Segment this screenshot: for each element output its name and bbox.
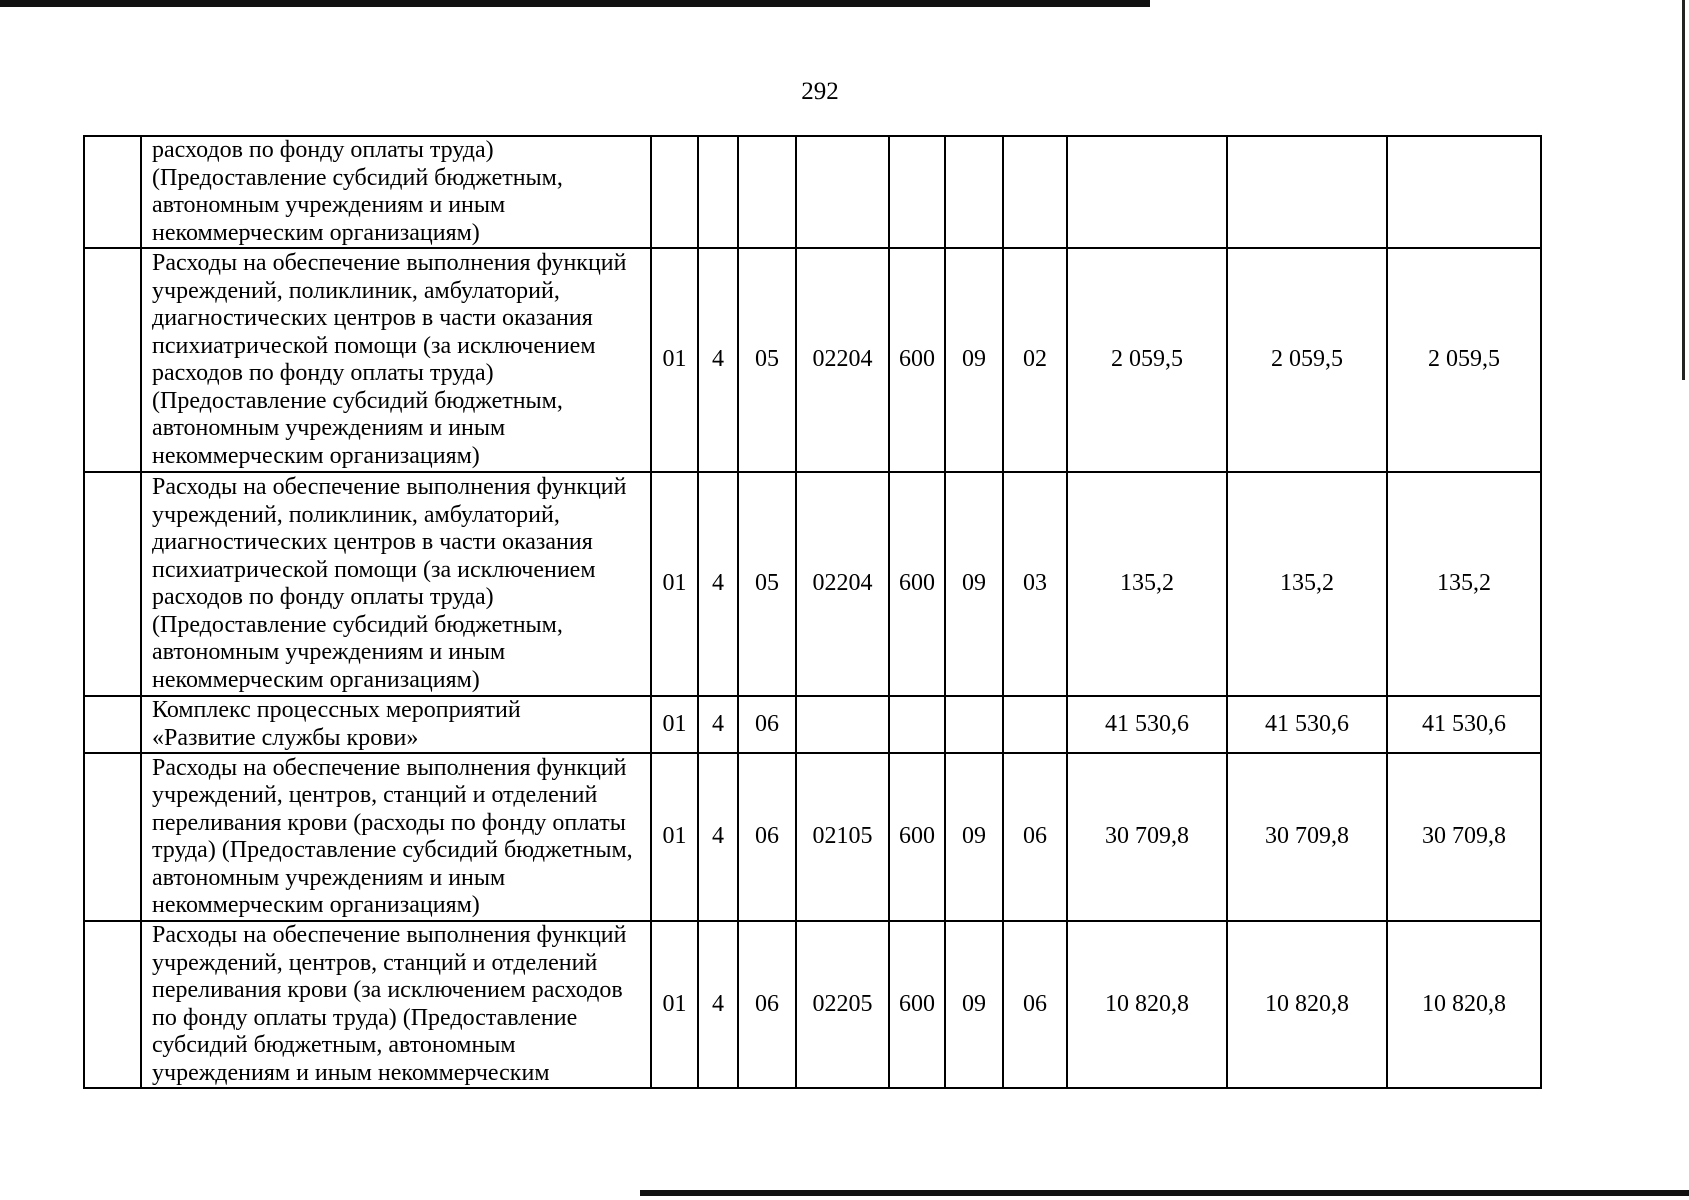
section-code: 01 — [651, 921, 698, 1088]
amount-year-1: 30 709,8 — [1067, 753, 1227, 921]
page-number: 292 — [801, 78, 839, 105]
description-line: учреждений, центров, станций и отделений — [152, 949, 598, 976]
subsection-code: 4 — [698, 753, 738, 921]
description-line: некоммерческим организациям) — [152, 219, 480, 246]
section-code: 01 — [651, 248, 698, 472]
subsection-code — [698, 136, 738, 248]
amount-year-2: 10 820,8 — [1227, 921, 1387, 1088]
description-line: учреждений, поликлиник, амбулаторий, — [152, 277, 560, 304]
description-line: расходов по фонду оплаты труда) — [152, 137, 494, 163]
expense-type-code: 600 — [889, 248, 945, 472]
table-row — [84, 921, 1541, 1088]
scan-edge-right — [1682, 0, 1685, 380]
row-description — [141, 696, 651, 753]
description-line: (Предоставление субсидий бюджетным, — [152, 387, 563, 414]
description-line: психиатрической помощи (за исключением — [152, 332, 596, 359]
description-line: автономным учреждениям и иным — [152, 415, 506, 441]
description-line: автономным учреждениям и иным — [152, 639, 506, 665]
group-code: 06 — [738, 753, 796, 921]
expense-type-code: 600 — [889, 472, 945, 696]
item-code — [796, 696, 889, 753]
subchapter-code — [1003, 696, 1067, 753]
table-body — [84, 136, 1541, 1088]
amount-year-2: 135,2 — [1227, 472, 1387, 696]
subchapter-code — [1003, 136, 1067, 248]
row-description — [141, 921, 651, 1088]
row-number-cell — [84, 753, 141, 921]
description-line: психиатрической помощи (за исключением — [152, 556, 596, 583]
expense-type-code — [889, 696, 945, 753]
chapter-code: 09 — [945, 921, 1003, 1088]
description-line: Расходы на обеспечение выполнения функций — [152, 922, 627, 948]
subchapter-code: 06 — [1003, 921, 1067, 1088]
description-line: автономным учреждениям и иным — [152, 864, 506, 891]
table-row — [84, 696, 1541, 753]
group-code: 06 — [738, 921, 796, 1088]
subsection-code: 4 — [698, 248, 738, 472]
description-line: переливания крови (расходы по фонду оплаты — [152, 809, 626, 836]
table-row — [84, 753, 1541, 921]
expense-type-code — [889, 136, 945, 248]
description-line: расходов по фонду оплаты труда) — [152, 584, 494, 610]
description-line: «Развитие службы крови» — [152, 724, 419, 751]
scan-edge-top — [0, 0, 1150, 7]
group-code — [738, 136, 796, 248]
amount-year-1 — [1067, 136, 1227, 248]
description-line: (Предоставление субсидий бюджетным, — [152, 611, 563, 638]
amount-year-1: 41 530,6 — [1067, 696, 1227, 753]
description-line: некоммерческим организациям) — [152, 442, 480, 469]
description-line: автономным учреждениям и иным — [152, 192, 506, 218]
subchapter-code: 06 — [1003, 753, 1067, 921]
amount-year-3: 41 530,6 — [1387, 696, 1541, 753]
group-code: 05 — [738, 248, 796, 472]
row-description — [141, 136, 651, 248]
chapter-code — [945, 696, 1003, 753]
budget-table — [83, 135, 1542, 1089]
row-number-cell — [84, 696, 141, 753]
row-number-cell — [84, 136, 141, 248]
amount-year-3: 2 059,5 — [1387, 248, 1541, 472]
amount-year-3: 135,2 — [1387, 472, 1541, 696]
expense-type-code: 600 — [889, 753, 945, 921]
row-number-cell — [84, 472, 141, 696]
table-row — [84, 472, 1541, 696]
group-code: 06 — [738, 696, 796, 753]
item-code — [796, 136, 889, 248]
description-line: некоммерческим организациям) — [152, 892, 480, 918]
table-row — [84, 136, 1541, 248]
subchapter-code: 02 — [1003, 248, 1067, 472]
section-code: 01 — [651, 753, 698, 921]
subchapter-code: 03 — [1003, 472, 1067, 696]
amount-year-1: 2 059,5 — [1067, 248, 1227, 472]
scan-edge-bottom — [640, 1190, 1689, 1196]
group-code: 05 — [738, 472, 796, 696]
amount-year-2: 30 709,8 — [1227, 753, 1387, 921]
amount-year-1: 135,2 — [1067, 472, 1227, 696]
description-line: (Предоставление субсидий бюджетным, — [152, 164, 563, 191]
amount-year-2: 2 059,5 — [1227, 248, 1387, 472]
amount-year-1: 10 820,8 — [1067, 921, 1227, 1088]
chapter-code: 09 — [945, 248, 1003, 472]
subsection-code: 4 — [698, 472, 738, 696]
item-code: 02205 — [796, 921, 889, 1088]
row-description — [141, 472, 651, 696]
chapter-code: 09 — [945, 753, 1003, 921]
subsection-code: 4 — [698, 921, 738, 1088]
section-code: 01 — [651, 472, 698, 696]
description-line: диагностических центров в части оказания — [152, 305, 593, 331]
description-line: субсидий бюджетным, автономным — [152, 1032, 516, 1058]
description-line: по фонду оплаты труда) (Предоставление — [152, 1004, 578, 1031]
amount-year-2: 41 530,6 — [1227, 696, 1387, 753]
amount-year-3 — [1387, 136, 1541, 248]
description-line: Расходы на обеспечение выполнения функций — [152, 474, 627, 500]
description-line: переливания крови (за исключением расходов — [152, 977, 623, 1003]
row-number-cell — [84, 248, 141, 472]
row-description — [141, 248, 651, 472]
expense-type-code: 600 — [889, 921, 945, 1088]
amount-year-3: 30 709,8 — [1387, 753, 1541, 921]
chapter-code: 09 — [945, 472, 1003, 696]
description-line: учреждений, поликлиник, амбулаторий, — [152, 501, 560, 528]
description-line: диагностических центров в части оказания — [152, 529, 593, 555]
description-line: расходов по фонду оплаты труда) — [152, 360, 494, 386]
item-code: 02204 — [796, 248, 889, 472]
row-number-cell — [84, 921, 141, 1088]
item-code: 02105 — [796, 753, 889, 921]
description-line: Расходы на обеспечение выполнения функций — [152, 754, 627, 781]
chapter-code — [945, 136, 1003, 248]
description-line: некоммерческим организациям) — [152, 666, 480, 693]
subsection-code: 4 — [698, 696, 738, 753]
description-line: труда) (Предоставление субсидий бюджетным, — [152, 837, 633, 863]
table-row — [84, 248, 1541, 472]
description-line: Расходы на обеспечение выполнения функций — [152, 250, 627, 276]
item-code: 02204 — [796, 472, 889, 696]
section-code: 01 — [651, 696, 698, 753]
row-description — [141, 753, 651, 921]
description-line: Комплекс процессных мероприятий — [152, 697, 521, 723]
description-line: учреждениям и иным некоммерческим — [152, 1059, 550, 1086]
section-code — [651, 136, 698, 248]
amount-year-2 — [1227, 136, 1387, 248]
amount-year-3: 10 820,8 — [1387, 921, 1541, 1088]
description-line: учреждений, центров, станций и отделений — [152, 782, 598, 808]
